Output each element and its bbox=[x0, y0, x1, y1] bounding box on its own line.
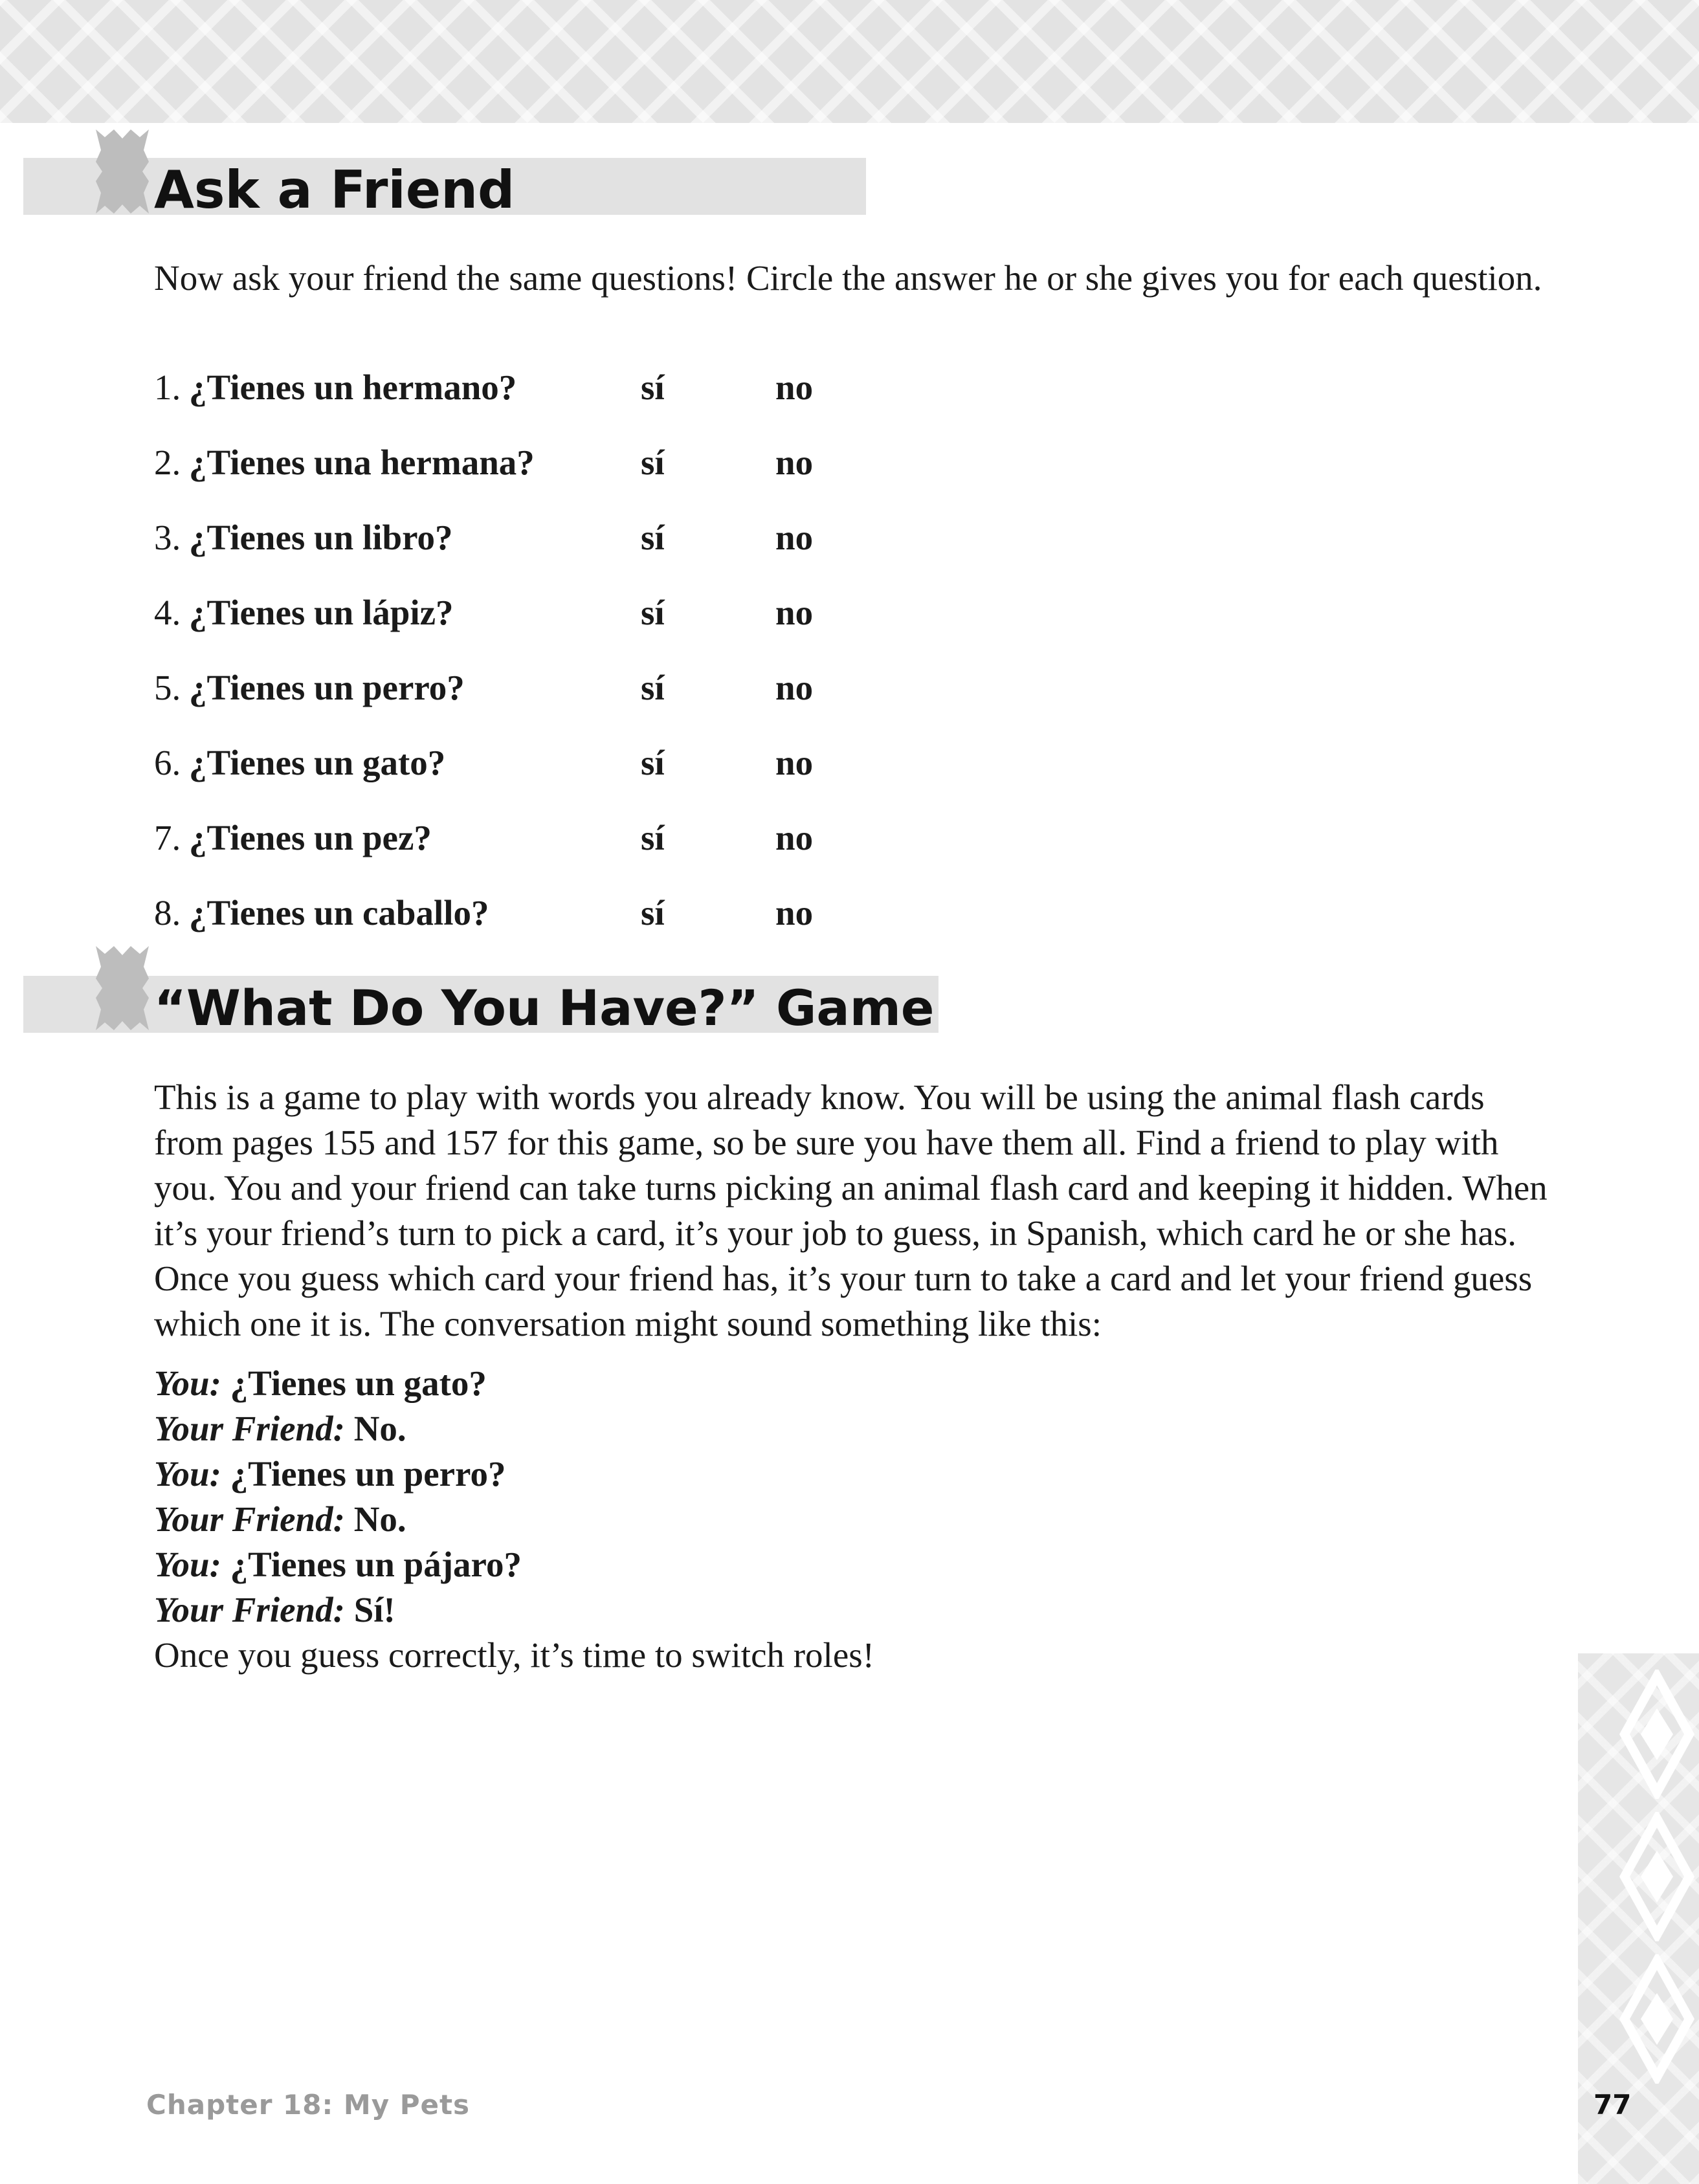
dialog-line bbox=[154, 1542, 874, 1587]
answer-yes-option[interactable]: sí bbox=[641, 593, 665, 632]
question-text: ¿Tienes un caballo? bbox=[189, 893, 489, 932]
question-text: ¿Tienes un perro? bbox=[189, 668, 465, 707]
dialog-line bbox=[154, 1497, 874, 1542]
answer-yes-option[interactable]: sí bbox=[641, 518, 665, 557]
question-text: ¿Tienes un hermano? bbox=[189, 368, 517, 407]
question-text: ¿Tienes un pez? bbox=[189, 818, 432, 857]
intro-paragraph: Now ask your friend the same questions! Circle the answer he or she gives you for each question. bbox=[154, 258, 1542, 298]
question-text: ¿Tienes un libro? bbox=[189, 518, 453, 557]
diamond-motif-icon bbox=[1618, 1954, 1696, 2084]
dialog-speaker: Your Friend: bbox=[154, 1499, 345, 1539]
answer-yes-option[interactable]: sí bbox=[641, 893, 665, 932]
dialog-speaker: You: bbox=[154, 1363, 221, 1403]
top-decorative-border bbox=[0, 0, 1699, 123]
answer-yes-option[interactable]: sí bbox=[641, 743, 665, 782]
answer-yes-option[interactable]: sí bbox=[641, 668, 665, 707]
dialog-text: ¿Tienes un gato? bbox=[230, 1363, 487, 1403]
question-number: 6. bbox=[154, 743, 181, 782]
dialog-text: ¿Tienes un pájaro? bbox=[230, 1545, 522, 1584]
dialog-text: No. bbox=[353, 1499, 406, 1539]
dialog-text: ¿Tienes un perro? bbox=[230, 1454, 506, 1494]
dialog-line bbox=[154, 1406, 874, 1451]
question-number: 4. bbox=[154, 593, 181, 632]
dialog-text: No. bbox=[353, 1409, 406, 1448]
answer-no-option[interactable]: no bbox=[775, 668, 814, 707]
dialog-line bbox=[154, 1451, 874, 1497]
game-description: This is a game to play with words you already know. You will be using the animal flash cards from pages 155 and 157 for this game, so be sure you have them all. Find a friend to play with you. You and your friend can take turns picking an animal flash card and keeping it hidden. When it’s your friend’s turn to pick a card, it’s your job to guess, in Spanish, which card he or she has. Once you guess which card your friend has, it’s your turn to take a card and let your friend guess which one it is. The conversation might sound something like this: bbox=[154, 1077, 1548, 1343]
page-number: 77 bbox=[1594, 2089, 1632, 2121]
answer-no-option[interactable]: no bbox=[775, 443, 814, 482]
answer-yes-option[interactable]: sí bbox=[641, 368, 665, 407]
question-number: 8. bbox=[154, 893, 181, 932]
sample-dialog bbox=[154, 1361, 874, 1678]
answer-yes-option[interactable]: sí bbox=[641, 443, 665, 482]
question-text: ¿Tienes un lápiz? bbox=[189, 593, 454, 632]
question-text: ¿Tienes una hermana? bbox=[189, 443, 535, 482]
dialog-line bbox=[154, 1361, 874, 1406]
closing-sentence: Once you guess correctly, it’s time to switch roles! bbox=[154, 1635, 874, 1675]
dialog-speaker: Your Friend: bbox=[154, 1409, 345, 1448]
answer-no-option[interactable]: no bbox=[775, 368, 814, 407]
answer-no-option[interactable]: no bbox=[775, 743, 814, 782]
question-number: 2. bbox=[154, 443, 181, 482]
diamond-motif-icon bbox=[1618, 1812, 1696, 1941]
question-number: 3. bbox=[154, 518, 181, 557]
answer-no-option[interactable]: no bbox=[775, 593, 814, 632]
dialog-speaker: You: bbox=[154, 1454, 221, 1494]
answer-yes-option[interactable]: sí bbox=[641, 818, 665, 857]
answer-no-option[interactable]: no bbox=[775, 518, 814, 557]
chapter-label: Chapter 18: My Pets bbox=[146, 2089, 471, 2121]
answer-no-option[interactable]: no bbox=[775, 818, 814, 857]
question-number: 7. bbox=[154, 818, 181, 857]
zigzag-burst-icon bbox=[96, 946, 149, 1030]
dialog-text: Sí! bbox=[353, 1590, 395, 1629]
dialog-speaker: Your Friend: bbox=[154, 1590, 345, 1629]
section-heading: “What Do You Have?” Game bbox=[154, 979, 935, 1037]
page-title: Ask a Friend bbox=[154, 160, 515, 220]
question-number: 5. bbox=[154, 668, 181, 707]
dialog-speaker: You: bbox=[154, 1545, 221, 1584]
dialog-line bbox=[154, 1587, 874, 1633]
diamond-motif-icon bbox=[1618, 1670, 1696, 1799]
question-number: 1. bbox=[154, 368, 181, 407]
question-text: ¿Tienes un gato? bbox=[189, 743, 446, 782]
zigzag-burst-icon bbox=[96, 129, 149, 214]
answer-no-option[interactable]: no bbox=[775, 893, 814, 932]
